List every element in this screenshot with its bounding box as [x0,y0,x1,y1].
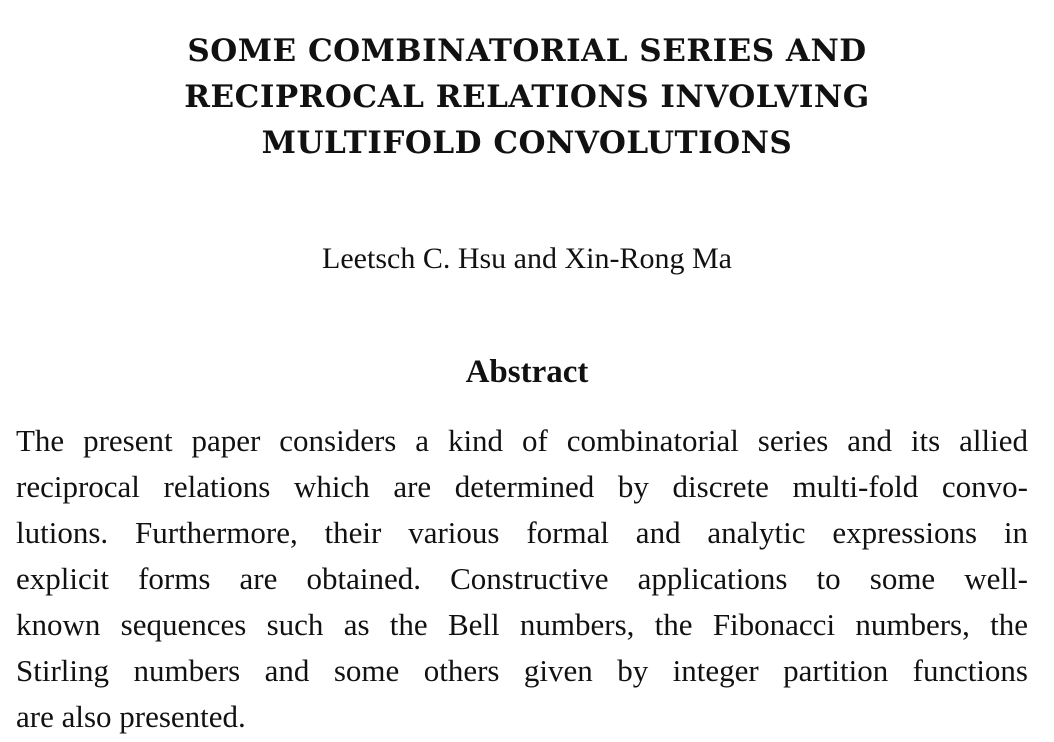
authors: Leetsch C. Hsu and Xin-Rong Ma [322,242,732,275]
paper-title [40,28,1014,166]
abstract-line: known sequences such as the Bell numbers, the Fibonacci numbers, the [16,607,1028,642]
abstract-line: lutions. Furthermore, their various formal and analytic expressions in [16,515,1028,550]
abstract-heading: Abstract [465,354,589,390]
abstract-text [16,418,1028,740]
abstract-line: are also presented. [16,699,246,734]
title-line: MULTIFOLD CONVOLUTIONS [261,125,793,161]
abstract-line: reciprocal relations which are determined by discrete multi-fold convo- [16,469,1028,504]
abstract-line: Stirling numbers and some others given by integer partition functions [16,653,1028,688]
abstract-line: The present paper considers a kind of combinatorial series and its allied [16,423,1028,458]
abstract-line: explicit forms are obtained. Constructive applications to some well- [16,561,1028,596]
title-line: RECIPROCAL RELATIONS INVOLVING [184,79,870,115]
title-line: SOME COMBINATORIAL SERIES AND [187,33,867,69]
